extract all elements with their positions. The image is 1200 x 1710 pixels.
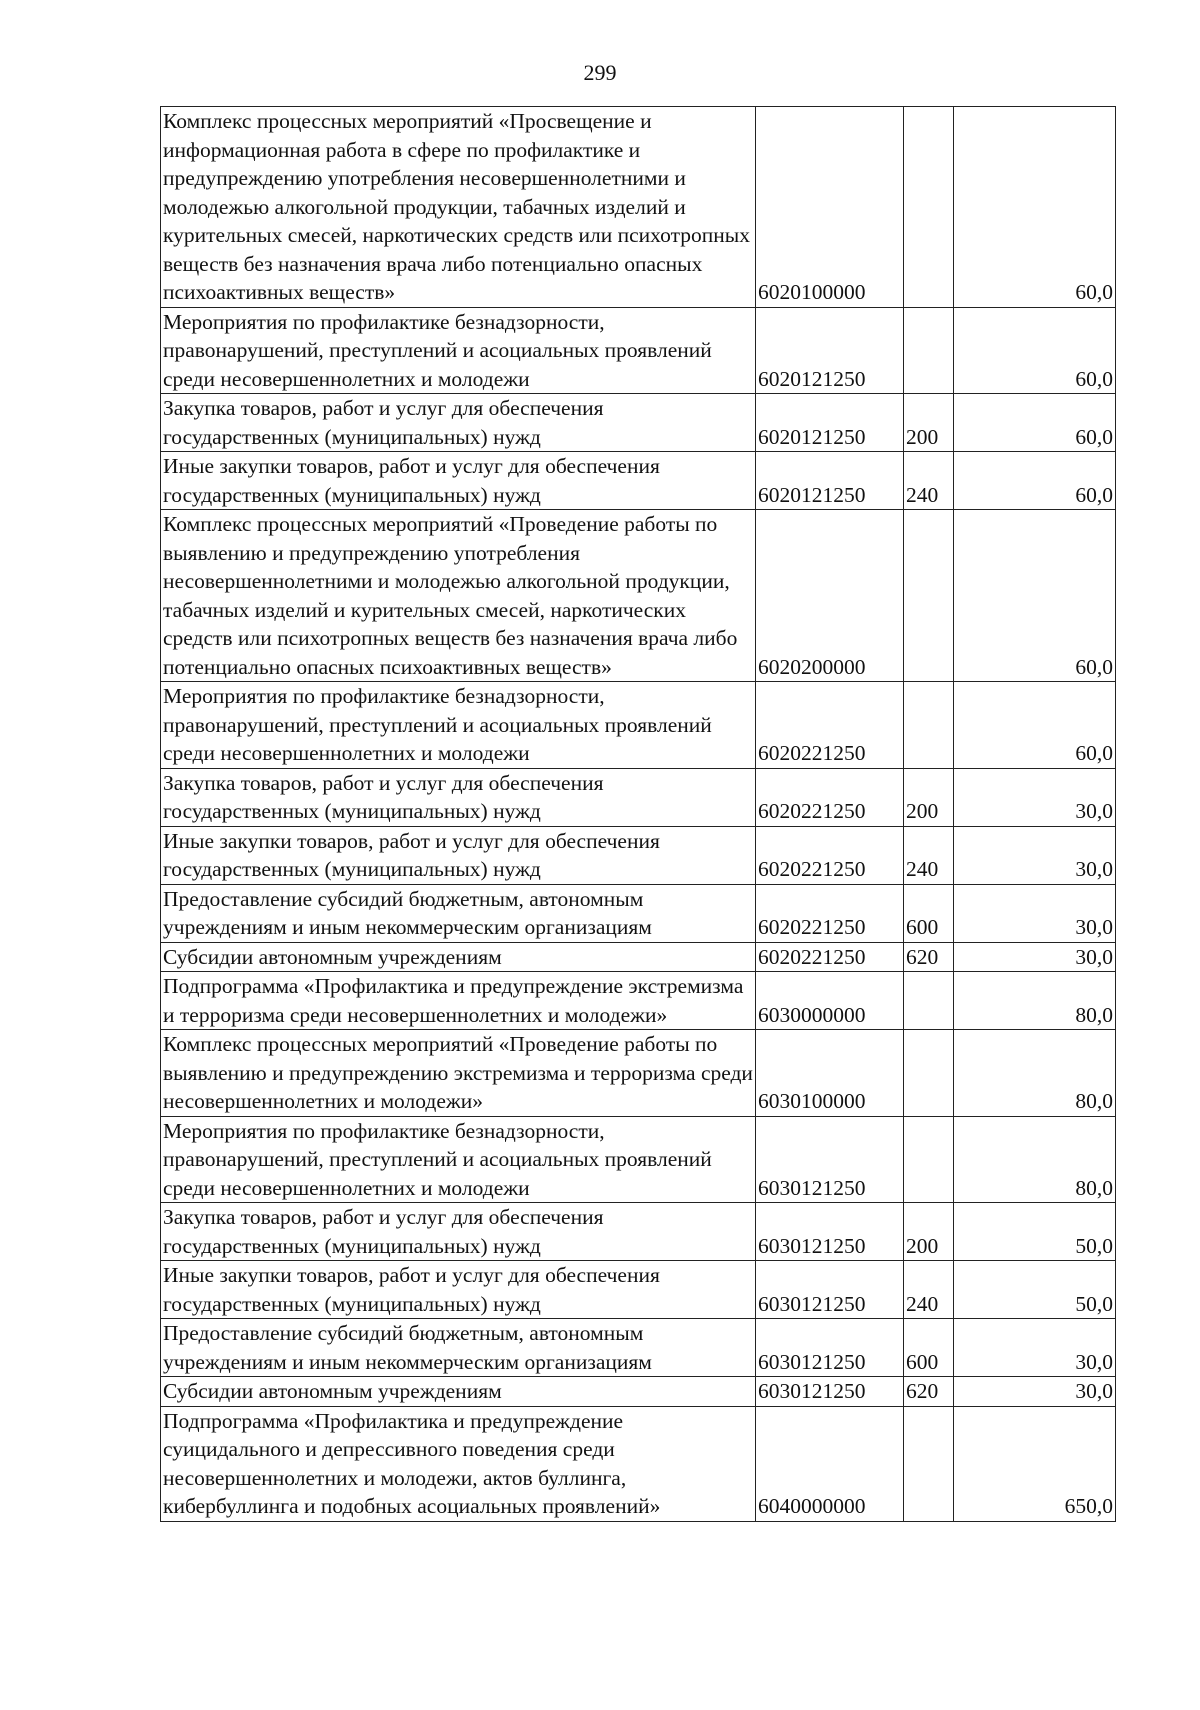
row-description: Подпрограмма «Профилактика и предупреждение экстремизма и терроризма среди несовершеннолетних и молодежи» [161,972,756,1030]
row-expense-type-code: 620 [904,942,954,972]
row-program-code: 6020121250 [756,307,904,394]
row-sum: 30,0 [954,884,1116,942]
row-description: Подпрограмма «Профилактика и предупреждение суицидального и депрессивного поведения среди несовершеннолетних и молодежи, актов буллинга, кибербуллинга и подобных асоциальных проявлений» [161,1406,756,1521]
row-program-code: 6030121250 [756,1261,904,1319]
row-expense-type-code: 620 [904,1377,954,1407]
row-program-code: 6020221250 [756,682,904,769]
row-program-code: 6020221250 [756,942,904,972]
row-program-code: 6020100000 [756,107,904,308]
row-description: Иные закупки товаров, работ и услуг для обеспечения государственных (муниципальных) нужд [161,452,756,510]
row-sum: 30,0 [954,768,1116,826]
row-expense-type-code [904,307,954,394]
table-row [161,1261,1116,1319]
row-sum: 650,0 [954,1406,1116,1521]
row-program-code: 6020221250 [756,768,904,826]
row-sum: 30,0 [954,826,1116,884]
row-sum: 30,0 [954,942,1116,972]
table-row [161,1319,1116,1377]
table-row [161,394,1116,452]
row-sum: 80,0 [954,1030,1116,1117]
table-row [161,1377,1116,1407]
budget-table [160,106,1116,1522]
row-program-code: 6020121250 [756,452,904,510]
table-row [161,452,1116,510]
row-description: Предоставление субсидий бюджетным, автономным учреждениям и иным некоммерческим организациям [161,1319,756,1377]
row-sum: 50,0 [954,1203,1116,1261]
row-description: Субсидии автономным учреждениям [161,1377,756,1407]
row-description: Иные закупки товаров, работ и услуг для обеспечения государственных (муниципальных) нужд [161,826,756,884]
row-description: Комплекс процессных мероприятий «Просвещение и информационная работа в сфере по профилактике и предупреждению употребления несовершеннолетними и молодежью алкогольной продукции, табачных изделий и курительных смесей, наркотических средств или психотропных веществ без назначения врача либо потенциально опасных психоактивных веществ» [161,107,756,308]
row-description: Субсидии автономным учреждениям [161,942,756,972]
row-description: Закупка товаров, работ и услуг для обеспечения государственных (муниципальных) нужд [161,1203,756,1261]
row-description: Иные закупки товаров, работ и услуг для обеспечения государственных (муниципальных) нужд [161,1261,756,1319]
row-expense-type-code: 240 [904,1261,954,1319]
row-program-code: 6030100000 [756,1030,904,1117]
row-expense-type-code: 600 [904,1319,954,1377]
page-number: 299 [583,60,617,85]
row-sum: 50,0 [954,1261,1116,1319]
row-expense-type-code: 240 [904,452,954,510]
row-expense-type-code [904,107,954,308]
row-description: Закупка товаров, работ и услуг для обеспечения государственных (муниципальных) нужд [161,768,756,826]
row-description: Комплекс процессных мероприятий «Проведение работы по выявлению и предупреждению экстремизма и терроризма среди несовершеннолетних и молодежи» [161,1030,756,1117]
row-sum: 60,0 [954,107,1116,308]
row-sum: 60,0 [954,510,1116,682]
row-program-code: 6020121250 [756,394,904,452]
table-row [161,510,1116,682]
row-sum: 60,0 [954,307,1116,394]
row-program-code: 6030121250 [756,1203,904,1261]
row-expense-type-code [904,682,954,769]
row-expense-type-code [904,510,954,682]
table-row [161,972,1116,1030]
row-program-code: 6040000000 [756,1406,904,1521]
row-sum: 60,0 [954,452,1116,510]
row-description: Мероприятия по профилактике безнадзорности, правонарушений, преступлений и асоциальных проявлений среди несовершеннолетних и молодежи [161,1116,756,1203]
row-expense-type-code: 200 [904,768,954,826]
row-description: Закупка товаров, работ и услуг для обеспечения государственных (муниципальных) нужд [161,394,756,452]
table-row [161,107,1116,308]
table-row [161,1203,1116,1261]
row-expense-type-code [904,972,954,1030]
row-sum: 60,0 [954,682,1116,769]
row-program-code: 6030000000 [756,972,904,1030]
row-sum: 80,0 [954,1116,1116,1203]
row-description: Мероприятия по профилактике безнадзорности, правонарушений, преступлений и асоциальных проявлений среди несовершеннолетних и молодежи [161,682,756,769]
table-row [161,1116,1116,1203]
table-row [161,942,1116,972]
row-program-code: 6020200000 [756,510,904,682]
table-row [161,307,1116,394]
table-row [161,1030,1116,1117]
table-row [161,682,1116,769]
row-expense-type-code [904,1116,954,1203]
row-expense-type-code: 200 [904,394,954,452]
row-program-code: 6030121250 [756,1116,904,1203]
row-expense-type-code [904,1030,954,1117]
row-sum: 30,0 [954,1377,1116,1407]
row-sum: 30,0 [954,1319,1116,1377]
row-program-code: 6020221250 [756,826,904,884]
table-row [161,884,1116,942]
row-description: Мероприятия по профилактике безнадзорности, правонарушений, преступлений и асоциальных проявлений среди несовершеннолетних и молодежи [161,307,756,394]
table-row [161,1406,1116,1521]
row-sum: 60,0 [954,394,1116,452]
row-expense-type-code [904,1406,954,1521]
row-program-code: 6030121250 [756,1319,904,1377]
row-program-code: 6020221250 [756,884,904,942]
row-expense-type-code: 200 [904,1203,954,1261]
table-row [161,826,1116,884]
table-row [161,768,1116,826]
row-description: Комплекс процессных мероприятий «Проведение работы по выявлению и предупреждению употребления несовершеннолетними и молодежью алкогольной продукции, табачных изделий и курительных смесей, наркотических средств или психотропных веществ без назначения врача либо потенциально опасных психоактивных веществ» [161,510,756,682]
budget-table-body [161,107,1116,1522]
row-expense-type-code: 240 [904,826,954,884]
row-expense-type-code: 600 [904,884,954,942]
row-program-code: 6030121250 [756,1377,904,1407]
row-description: Предоставление субсидий бюджетным, автономным учреждениям и иным некоммерческим организациям [161,884,756,942]
row-sum: 80,0 [954,972,1116,1030]
